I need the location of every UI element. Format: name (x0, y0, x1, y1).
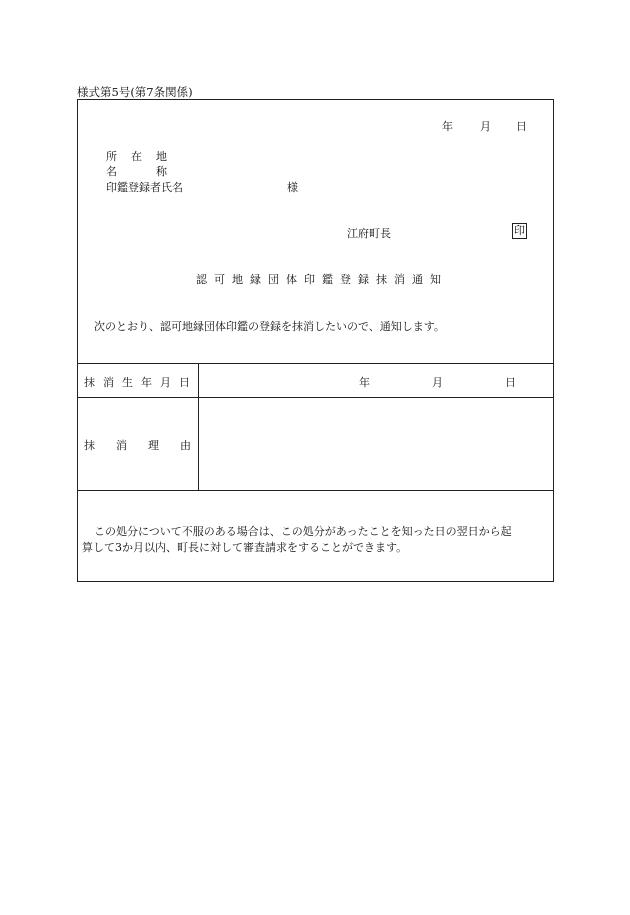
label-char: 抹 (84, 439, 95, 452)
title-char: 抹 (376, 273, 387, 286)
date-year-label: 年 (442, 120, 453, 133)
label-char: 消 (103, 376, 114, 389)
label-char: 理 (148, 439, 159, 452)
registrant-name-label: 印鑑登録者氏名 (106, 181, 183, 194)
title-char: 地 (232, 273, 243, 286)
appeal-notice-line-2: 算して3か月以内、町長に対して審査請求をすることができます。 (82, 541, 408, 554)
title-char: 団 (268, 273, 279, 286)
notification-form (77, 99, 554, 582)
label-char: 生 (122, 376, 133, 389)
location-label-char: 地 (156, 150, 167, 163)
honorific-label: 様 (287, 181, 298, 194)
location-label-char: 在 (131, 150, 142, 163)
appeal-notice-line-1: この処分について不服のある場合は、この処分があったことを知った日の翌日から起 (94, 525, 512, 538)
label-char: 日 (179, 376, 190, 389)
title-char: 認 (196, 273, 207, 286)
date-day-label: 日 (516, 120, 527, 133)
cancel-date-year: 年 (359, 376, 370, 389)
table-bottom-divider (78, 490, 553, 491)
title-char: 鑑 (322, 273, 333, 286)
location-label-char: 所 (106, 150, 117, 163)
label-char: 抹 (84, 376, 95, 389)
title-char: 縁 (250, 273, 261, 286)
title-char: 消 (394, 273, 405, 286)
title-char: 知 (430, 273, 441, 286)
table-middle-divider (78, 397, 553, 398)
label-char: 消 (116, 439, 127, 452)
table-column-divider (198, 363, 199, 490)
seal-mark: 印 (514, 224, 525, 237)
title-char: 体 (286, 273, 297, 286)
name-label-char: 称 (156, 165, 167, 178)
name-label-char: 名 (106, 165, 117, 178)
date-month-label: 月 (480, 120, 491, 133)
label-char: 由 (180, 439, 191, 452)
title-char: 録 (358, 273, 369, 286)
table-top-divider (78, 363, 553, 364)
form-number-label: 様式第5号(第7条関係) (77, 85, 193, 99)
title-char: 可 (214, 273, 225, 286)
body-text: 次のとおり、認可地縁団体印鑑の登録を抹消したいので、通知します。 (94, 320, 445, 333)
label-char: 年 (141, 376, 152, 389)
title-char: 登 (340, 273, 351, 286)
title-char: 印 (304, 273, 315, 286)
label-char: 月 (160, 376, 171, 389)
issuer-name: 江府町長 (347, 227, 391, 240)
cancel-date-day: 日 (505, 376, 516, 389)
cancel-date-month: 月 (432, 376, 443, 389)
title-char: 通 (412, 273, 423, 286)
